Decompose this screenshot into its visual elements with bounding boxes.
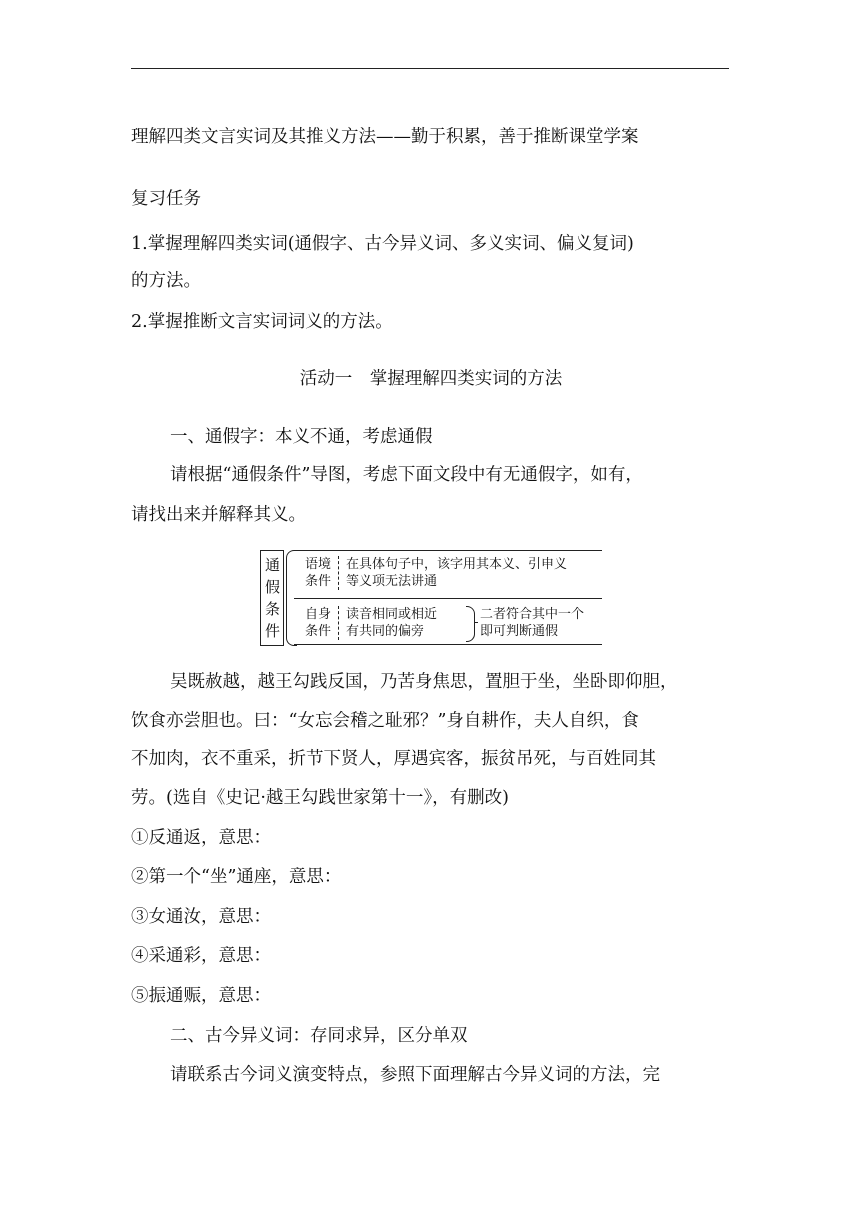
section2-heading: 二、古今异义词：存同求异，区分单双	[170, 1026, 468, 1046]
question-3: ③女通汝，意思：	[131, 907, 271, 927]
self-condition-text: 读音相同或相近 有共同的偏旁	[346, 607, 438, 639]
passage-line-1: 吴既赦越，越王勾践反国，乃苦身焦思，置胆于坐，坐卧即仰胆，	[170, 672, 678, 692]
context-dash-separator	[338, 556, 339, 590]
context-condition-text: 在具体句子中，该字用其本义、引申义 等义项无法讲通	[346, 557, 568, 589]
question-4: ④采通彩，意思：	[131, 946, 271, 966]
passage-line-4: 劳。(选自《史记·越王勾践世家第十一》，有删改)	[131, 788, 509, 808]
review-heading: 复习任务	[131, 189, 201, 209]
diagram-top-line	[294, 550, 602, 551]
review-item-1-cont: 的方法。	[131, 271, 201, 291]
diagram-tag-char-3: 条	[265, 600, 281, 618]
self-condition-brace-tip	[474, 622, 478, 623]
passage-line-3: 不加肉，衣不重采，折节下贤人，厚遇宾客，振贫吊死，与百姓同其	[131, 749, 656, 769]
self-condition-result: 二者符合其中一个 即可判断通假	[480, 607, 585, 639]
diagram-bottom-line	[294, 644, 602, 645]
passage-line-2: 饮食亦尝胆也。曰：“女忘会稽之耻邪？”身自耕作，夫人自织，食	[131, 711, 639, 731]
self-condition-label: 自身 条件	[304, 607, 331, 639]
diagram-tag-char-2: 假	[265, 578, 281, 596]
review-item-1: 1.掌握理解四类实词(通假字、古今异义词、多义实词、偏义复词)	[131, 234, 634, 254]
section1-instruction-cont: 请找出来并解释其义。	[131, 505, 306, 525]
activity-title: 活动一 掌握理解四类实词的方法	[299, 369, 563, 389]
diagram-tag	[260, 550, 284, 646]
question-5: ⑤振通赈，意思：	[131, 986, 271, 1006]
self-condition-brace	[466, 606, 475, 642]
context-condition-label: 语境 条件	[304, 557, 331, 589]
question-1: ①反通返，意思：	[131, 828, 271, 848]
tongjia-conditions-diagram	[258, 544, 604, 652]
question-2: ②第一个“坐”通座，意思：	[131, 867, 342, 887]
header-rule	[131, 68, 729, 69]
section1-instruction: 请根据“通假条件”导图，考虑下面文段中有无通假字，如有，	[170, 465, 643, 485]
section1-heading: 一、通假字：本义不通，考虑通假	[170, 427, 433, 447]
diagram-divider	[294, 598, 602, 599]
document-title: 理解四类文言实词及其推义方法——勤于积累，善于推断课堂学案	[131, 127, 639, 147]
diagram-tag-char-1: 通	[265, 556, 281, 574]
diagram-tag-char-4: 件	[265, 622, 281, 640]
self-dash-separator	[338, 606, 339, 640]
section2-instruction: 请联系古今词义演变特点，参照下面理解古今异义词的方法，完	[170, 1065, 660, 1085]
review-item-2: 2.掌握推断文言实词词义的方法。	[131, 312, 393, 332]
